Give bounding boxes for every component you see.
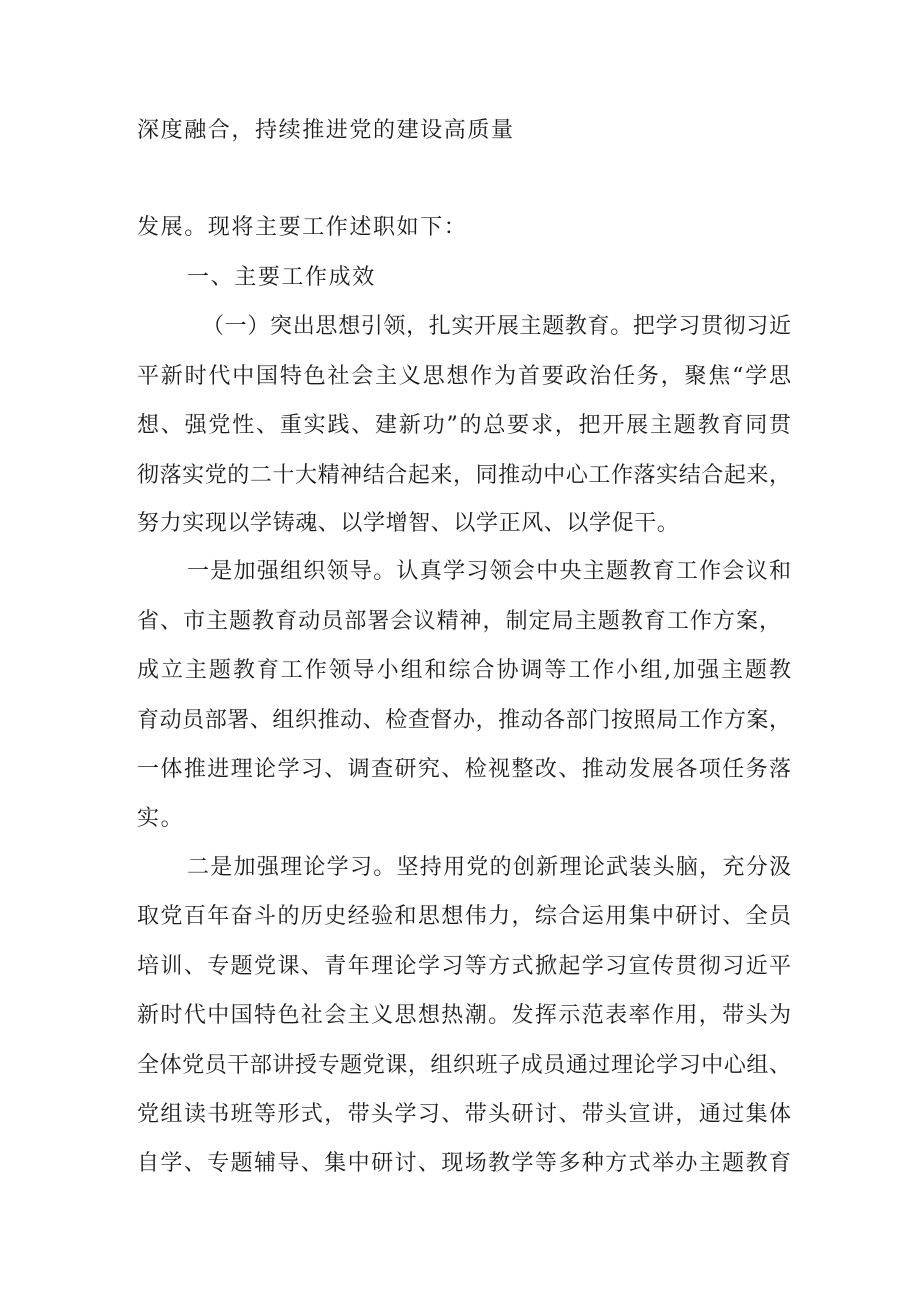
- text-line: 新时代中国特色社会主义思想热潮。发挥示范表率作用，带头为: [137, 1003, 791, 1028]
- text-line: 发展。现将主要工作述职如下：: [137, 215, 468, 240]
- text-line: 自学、专题辅导、集中研讨、现场教学等多种方式举办主题教育: [137, 1151, 791, 1176]
- paragraph-first-line: 二是加强理论学习。坚持用党的创新理论武装头脑，充分汲: [187, 855, 791, 880]
- text-line: 取党百年奋斗的历史经验和思想伟力，综合运用集中研讨、全员: [137, 904, 791, 929]
- subsection-heading: （一）突出思想引领，扎实开展主题教育。把学习贯彻习近: [202, 314, 791, 339]
- text-line: 平新时代中国特色社会主义思想作为首要政治任务，聚焦“学思: [137, 364, 791, 389]
- text-line: 彻落实党的二十大精神结合起来，同推动中心工作落实结合起来，: [137, 463, 791, 488]
- text-line: 省、市主题教育动员部署会议精神，制定局主题教育工作方案，: [137, 609, 781, 634]
- text-line: 党组读书班等形式，带头学习、带头研讨、带头宣讲，通过集体: [137, 1102, 791, 1127]
- text-line: 努力实现以学铸魂、以学增智、以学正风、以学促干。: [137, 511, 680, 536]
- paragraph-first-line: 一是加强组织领导。认真学习领会中央主题教育工作会议和: [187, 559, 791, 584]
- text-line: 一体推进理论学习、调查研究、检视整改、推动发展各项任务落: [137, 757, 791, 782]
- text-line: 全体党员干部讲授专题党课，组织班子成员通过理论学习中心组、: [137, 1053, 791, 1078]
- text-line: 培训、专题党课、青年理论学习等方式掀起学习宣传贯彻习近平: [137, 954, 791, 979]
- text-line: 想、强党性、重实践、建新功”的总要求，把开展主题教育同贯: [137, 413, 791, 438]
- section-heading: 一、主要工作成效: [187, 265, 376, 290]
- text-line: 深度融合，持续推进党的建设高质量: [137, 118, 515, 143]
- text-line: 实。: [137, 806, 185, 831]
- text-line: 育动员部署、组织推动、检查督办，推动各部门按照局工作方案，: [137, 708, 791, 733]
- text-line: 成立主题教育工作领导小组和综合协调等工作小组,加强主题教: [137, 658, 791, 683]
